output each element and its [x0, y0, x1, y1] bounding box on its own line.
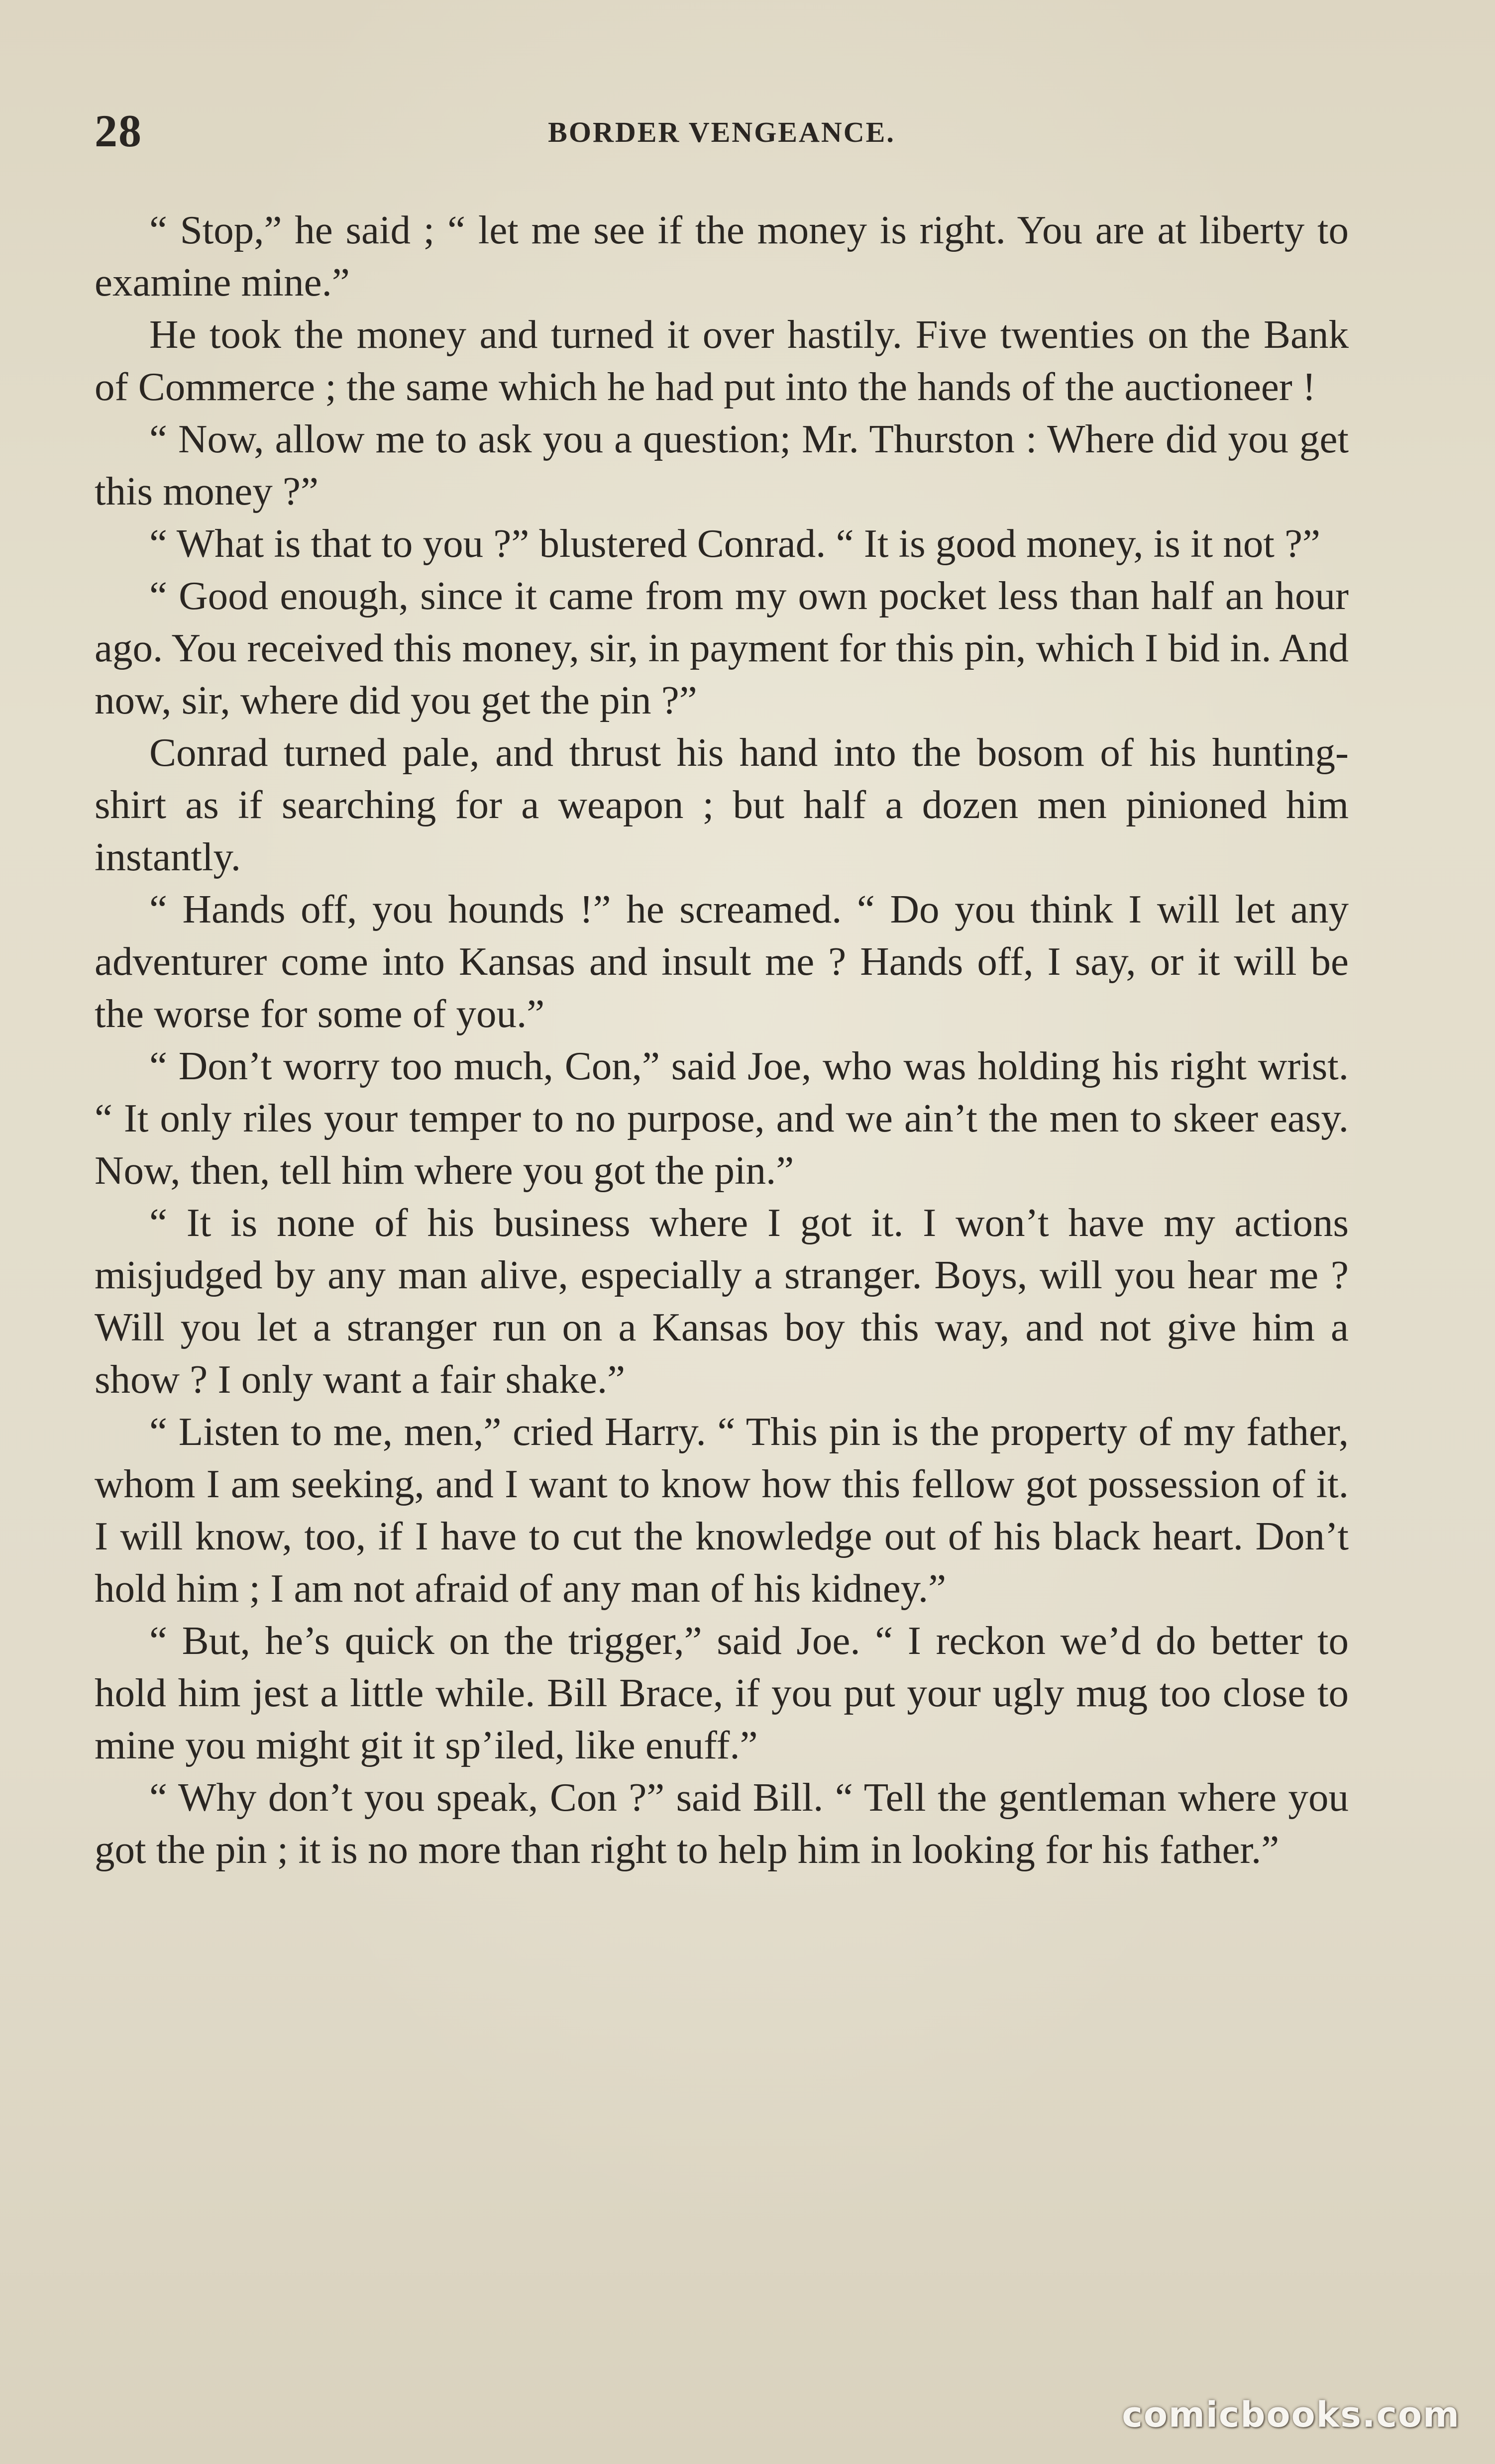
paragraph: “ Listen to me, men,” cried Harry. “ This pin is the property of my father, whom I am seeking, and I want to know how this fellow got possession of it. I will know, too, if I have to cut the knowledge out of his black heart. Don’t hold him ; I am not afraid of any man of his kidney.”	[95, 1409, 1349, 1611]
paragraph: “ What is that to you ?” blustered Conrad. “ It is good money, is it not ?”	[149, 521, 1320, 566]
page-header	[95, 100, 1349, 159]
running-title: BORDER VENGEANCE.	[548, 116, 895, 148]
watermark: comicbooks.com	[1122, 2394, 1460, 2435]
paragraph: “ Stop,” he said ; “ let me see if the money is right. You are at liberty to examine mine.”	[95, 207, 1349, 305]
paragraph: “ Why don’t you speak, Con ?” said Bill. “ Tell the gentleman where you got the pin ; it is no more than right to help him in looking for his father.”	[95, 1775, 1349, 1872]
page-number: 28	[95, 105, 142, 156]
paragraph: “ Hands off, you hounds !” he screamed. “ Do you think I will let any adventurer come into Kansas and insult me ? Hands off, I say, or it will be the worse for some of you.”	[95, 887, 1349, 1036]
paragraph: Conrad turned pale, and thrust his hand into the bosom of his hunting-shirt as if searching for a weapon ; but half a dozen men pinioned him instantly.	[95, 730, 1349, 879]
body-text	[95, 204, 1349, 1876]
paragraph: “ Now, allow me to ask you a question; Mr. Thurston : Where did you get this money ?”	[95, 416, 1349, 513]
paragraph: “ Don’t worry too much, Con,” said Joe, who was holding his right wrist. “ It only riles your temper to no purpose, and we ain’t the men to skeer easy. Now, then, tell him where you got the pin.”	[95, 1043, 1349, 1193]
paragraph: He took the money and turned it over hastily. Five twenties on the Bank of Commerce ; the same which he had put into the hands of the auctioneer !	[95, 312, 1349, 409]
paragraph: “ But, he’s quick on the trigger,” said Joe. “ I reckon we’d do better to hold him jest a little while. Bill Brace, if you put your ugly mug too close to mine you might git it sp’iled, like enuff.”	[95, 1618, 1349, 1767]
paragraph: “ It is none of his business where I got it. I won’t have my actions misjudged by any man alive, especially a stranger. Boys, will you hear me ? Will you let a stranger run on a Kansas boy this way, and not give him a show ? I only want a fair shake.”	[95, 1200, 1349, 1402]
paragraph: “ Good enough, since it came from my own pocket less than half an hour ago. You received this money, sir, in payment for this pin, which I bid in. And now, sir, where did you get the pin ?”	[95, 573, 1349, 722]
